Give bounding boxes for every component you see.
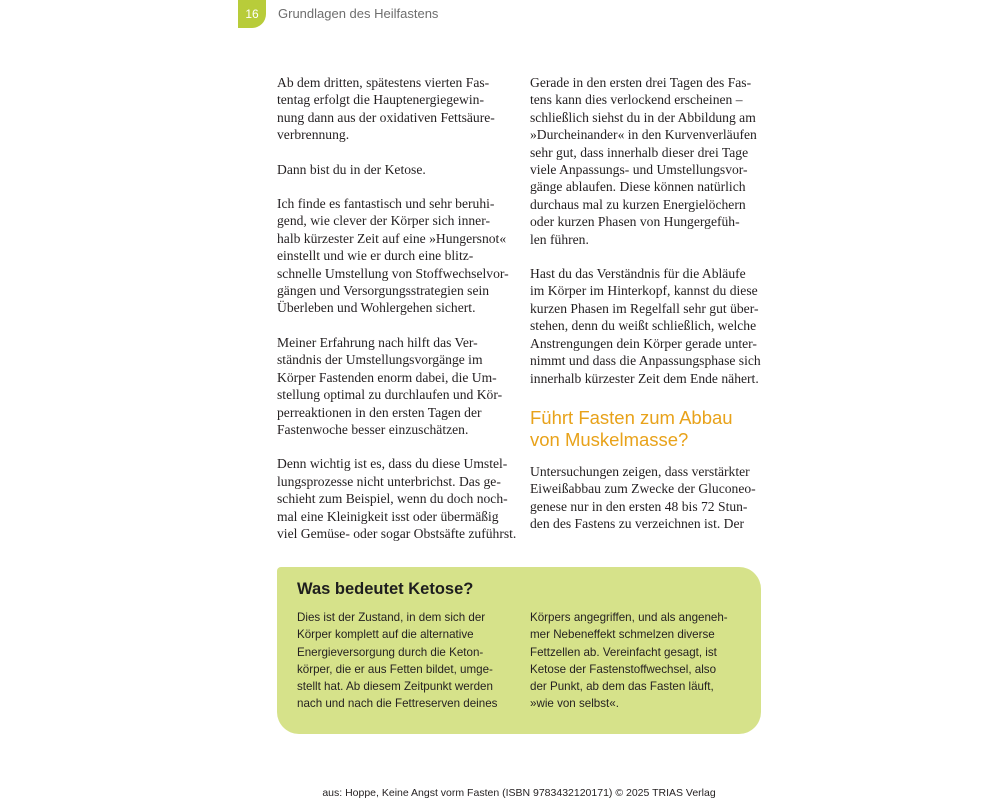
text-line: halb kürzester Zeit auf eine »Hungersnot« xyxy=(277,230,507,246)
heading-line: Führt Fasten zum Abbau xyxy=(530,406,733,428)
text-line: kurzen Phasen im Regelfall sehr gut über- xyxy=(530,300,759,316)
paragraph xyxy=(277,195,509,317)
text-line: Eiweißabbau zum Zwecke der Gluconeo- xyxy=(530,481,756,497)
page-number: 16 xyxy=(238,0,266,28)
text-line: »Durcheinander« in den Kurvenverläufen xyxy=(530,127,757,143)
text-line: körper, die er aus Fetten bildet, umge- xyxy=(297,662,493,676)
text-line: Dann bist du in der Ketose. xyxy=(277,161,426,177)
left-column xyxy=(277,74,517,559)
text-line: Denn wichtig ist es, dass du diese Umstel- xyxy=(277,456,508,472)
text-line: ständnis der Umstellungsvorgänge im xyxy=(277,352,483,368)
text-line: lungsprozesse nicht unterbrichst. Das ge- xyxy=(277,473,501,489)
text-line: viel Gemüse- oder sogar Obstsäfte zuführst. xyxy=(277,525,517,541)
text-line: stellung optimal zu durchlaufen und Kör- xyxy=(277,387,503,403)
text-line: tentag erfolgt die Hauptenergiegewin- xyxy=(277,92,484,108)
text-line: Fettzellen ab. Vereinfacht gesagt, ist xyxy=(530,645,717,659)
paragraph xyxy=(277,74,509,144)
paragraph xyxy=(277,455,517,542)
text-line: mal eine Kleinigkeit isst oder übermäßig xyxy=(277,508,499,524)
paragraph xyxy=(530,74,762,248)
text-line: Überleben und Wohlergehen sichert. xyxy=(277,300,476,316)
text-line: im Körper im Hinterkopf, kannst du diese xyxy=(530,283,758,299)
text-line: schieht zum Beispiel, wenn du doch noch- xyxy=(277,491,508,507)
text-line: Dies ist der Zustand, in dem sich der xyxy=(297,611,486,624)
text-line: Körper komplett auf die alternative xyxy=(297,628,474,642)
text-line: tens kann dies verlockend erscheinen – xyxy=(530,92,743,108)
text-line: stehen, denn du weißt schließlich, welche xyxy=(530,318,757,334)
text-line: einstellt und wie er durch eine blitz- xyxy=(277,248,474,264)
text-line: gend, wie clever der Körper sich inner- xyxy=(277,213,490,229)
text-line: Ich finde es fantastisch und sehr beruhi- xyxy=(277,196,495,212)
right-column xyxy=(530,74,762,550)
text-line: Untersuchungen zeigen, dass verstärkter xyxy=(530,463,750,479)
text-line: Körpers angegriffen, und als angeneh- xyxy=(530,611,728,624)
text-line: len führen. xyxy=(530,231,589,247)
info-box-left-column xyxy=(297,609,497,713)
text-line: Körper Fastenden enorm dabei, die Um- xyxy=(277,369,497,385)
text-line: genese nur in den ersten 48 bis 72 Stun- xyxy=(530,498,748,514)
page-header xyxy=(238,0,738,28)
text-line: Anstrengungen dein Körper gerade unter- xyxy=(530,335,757,351)
text-line: »wie von selbst«. xyxy=(530,697,619,711)
text-line: durchaus mal zu kurzen Energielöchern xyxy=(530,196,746,212)
text-line: Hast du das Verständnis für die Abläufe xyxy=(530,266,746,282)
text-line: innerhalb kürzester Zeit dem Ende nähert. xyxy=(530,370,759,386)
paragraph xyxy=(530,265,762,387)
paragraph xyxy=(277,161,509,178)
info-box-right-column xyxy=(530,609,728,713)
text-line: Gerade in den ersten drei Tagen des Fas- xyxy=(530,75,752,90)
text-line: oder kurzen Phasen von Hungergefüh- xyxy=(530,214,740,230)
text-line: Ab dem dritten, spätestens vierten Fas- xyxy=(277,75,490,90)
text-line: verbrennung. xyxy=(277,127,350,143)
text-line: Energieversorgung durch die Keton- xyxy=(297,645,484,659)
text-line: nimmt und dass die Anpassungsphase sich xyxy=(530,353,761,369)
section-heading xyxy=(530,407,762,451)
text-line: schnelle Umstellung von Stoffwechselvor- xyxy=(277,265,509,281)
text-line: der Punkt, ab dem das Fasten läuft, xyxy=(530,680,714,694)
running-head: Grundlagen des Heilfastens xyxy=(278,6,439,21)
text-line: gängen und Versorgungsstrategien sein xyxy=(277,283,490,299)
text-line: Ketose der Fastenstoffwechsel, also xyxy=(530,662,717,676)
text-line: gänge ablaufen. Diese können natürlich xyxy=(530,179,746,195)
paragraph xyxy=(530,463,762,533)
heading-line: von Muskelmasse? xyxy=(530,428,689,450)
text-line: Fastenwoche besser einzuschätzen. xyxy=(277,421,469,437)
text-line: den des Fastens zu verzeichnen ist. Der xyxy=(530,516,745,532)
text-line: viele Anpassungs- und Umstellungsvor- xyxy=(530,162,748,178)
text-line: sehr gut, dass innerhalb dieser drei Tage xyxy=(530,144,749,160)
info-box xyxy=(277,567,761,734)
text-line: nung dann aus der oxidativen Fettsäure- xyxy=(277,109,495,125)
text-line: mer Nebeneffekt schmelzen diverse xyxy=(530,628,715,642)
text-line: stellt hat. Ab diesem Zeitpunkt werden xyxy=(297,680,493,694)
paragraph xyxy=(277,334,509,438)
info-box-title: Was bedeutet Ketose? xyxy=(297,580,474,598)
text-line: schließlich siehst du in der Abbildung am xyxy=(530,109,756,125)
text-line: Meiner Erfahrung nach hilft das Ver- xyxy=(277,334,478,350)
text-line: nach und nach die Fettreserven deines xyxy=(297,697,498,711)
source-credit: aus: Hoppe, Keine Angst vorm Fasten (ISBN 9783432120171) © 2025 TRIAS Verlag xyxy=(322,787,716,799)
text-line: perreaktionen in den ersten Tagen der xyxy=(277,404,482,420)
